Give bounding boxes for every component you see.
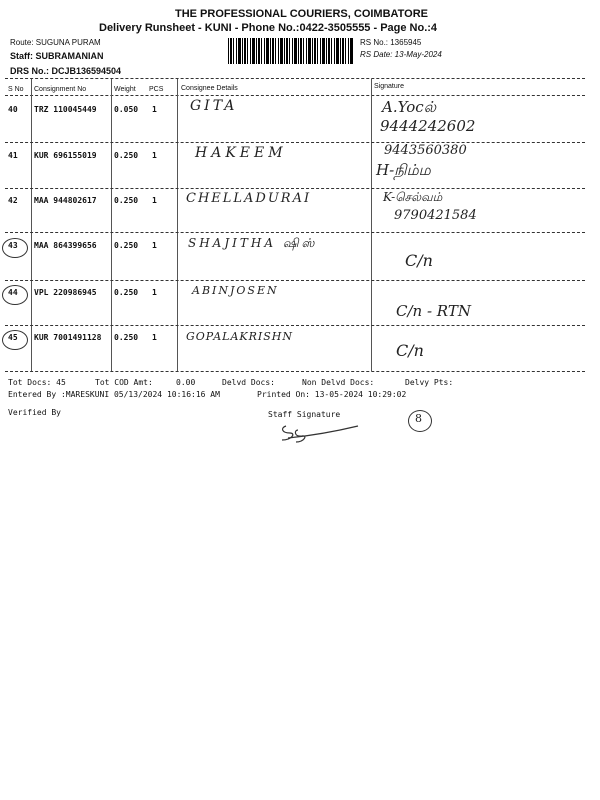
row-weight: 0.250: [114, 333, 139, 342]
row-divider: [5, 280, 585, 281]
row-signature: H-நிம்ம: [376, 161, 431, 179]
row-consignment: KUR 7001491128: [34, 333, 102, 342]
row-weight: 0.250: [114, 151, 139, 160]
col-weight: Weight: [114, 86, 136, 93]
barcode: [228, 38, 354, 64]
col-consignment: Consignment No: [34, 86, 87, 93]
row-consignee: ABINJOSEN: [192, 284, 279, 297]
tot-docs: Tot Docs: 45: [8, 378, 66, 387]
circled-count: 8: [415, 412, 422, 425]
col-separator: [31, 79, 32, 371]
row-divider: [5, 232, 585, 233]
col-signature: Signature: [374, 83, 404, 90]
row-weight: 0.250: [114, 241, 139, 250]
row-weight: 0.050: [114, 105, 139, 114]
row-signature-phone: 9790421584: [394, 208, 477, 223]
company-name: THE PROFESSIONAL COURIERS, COIMBATORE: [175, 8, 429, 20]
tot-cod-value: 0.00: [176, 378, 196, 387]
row-divider: [5, 142, 585, 143]
col-consignee: Consignee Details: [181, 85, 238, 92]
col-separator: [177, 79, 178, 371]
row-pcs: 1: [152, 333, 157, 342]
table-header-rule: [5, 95, 585, 96]
row-consignment: MAA 944802617: [34, 196, 97, 205]
row-sno: 40: [8, 105, 18, 114]
row-consignee: HAKEEM: [195, 145, 287, 161]
row-pcs: 1: [152, 196, 157, 205]
drs-number: DRS No.: DCJB136594504: [10, 66, 122, 76]
row-consignment: VPL 220986945: [34, 288, 97, 297]
col-separator: [371, 79, 372, 371]
row-sno: 41: [8, 151, 18, 160]
row-sno: 44: [8, 288, 18, 297]
row-weight: 0.250: [114, 288, 139, 297]
row-signature: C/n - RTN: [396, 302, 471, 320]
row-sno: 45: [8, 333, 18, 342]
col-separator: [111, 79, 112, 371]
rs-number: RS No.: 1365945: [360, 38, 422, 47]
route-label: Route: SUGUNA PURAM: [10, 38, 101, 47]
tot-cod-label: Tot COD Amt:: [95, 378, 153, 387]
staff-signature-label: Staff Signature: [268, 410, 341, 419]
col-sno: S No: [8, 86, 24, 93]
staff-signature-scribble: [278, 418, 363, 446]
row-sno: 42: [8, 196, 18, 205]
row-pcs: 1: [152, 288, 157, 297]
row-signature-phone: 9443560380: [384, 143, 467, 158]
row-consignee: SHAJITHA ஷிஸ்: [188, 236, 318, 250]
entered-by: Entered By :MARESKUNI 05/13/2024 10:16:16 AM: [8, 390, 220, 399]
row-divider: [5, 188, 585, 189]
runsheet-title: Delivery Runsheet - KUNI - Phone No.:0422-3505555 - Page No.:4: [99, 22, 438, 34]
row-consignment: TRZ 110045449: [34, 105, 97, 114]
row-consignee: GOPALAKRISHN: [186, 330, 293, 343]
delvd-docs: Delvd Docs:: [222, 378, 275, 387]
row-pcs: 1: [152, 241, 157, 250]
row-pcs: 1: [152, 151, 157, 160]
row-signature: C/n: [396, 341, 424, 360]
row-signature: K-செல்வம்: [383, 190, 443, 204]
row-signature: A.Yocல்: [382, 98, 437, 116]
row-consignment: KUR 696155019: [34, 151, 97, 160]
table-top-rule: [5, 78, 585, 79]
delvy-pts: Delvy Pts:: [405, 378, 454, 387]
col-pcs: PCS: [149, 86, 164, 93]
table-bottom-rule: [5, 371, 585, 372]
rs-date: RS Date: 13-May-2024: [360, 50, 442, 59]
row-consignee: CHELLADURAI: [186, 191, 312, 206]
row-weight: 0.250: [114, 196, 139, 205]
row-signature-phone: 9444242602: [380, 117, 476, 135]
printed-on: Printed On: 13-05-2024 10:29:02: [257, 390, 407, 399]
verified-by-label: Verified By: [8, 408, 61, 417]
row-signature: C/n: [405, 251, 433, 270]
row-consignee: GITA: [190, 98, 238, 114]
row-sno: 43: [8, 241, 18, 250]
non-delvd-docs: Non Delvd Docs:: [302, 378, 375, 387]
staff-label: Staff: SUBRAMANIAN: [10, 51, 104, 61]
row-divider: [5, 325, 585, 326]
row-consignment: MAA 864399656: [34, 241, 97, 250]
row-pcs: 1: [152, 105, 157, 114]
